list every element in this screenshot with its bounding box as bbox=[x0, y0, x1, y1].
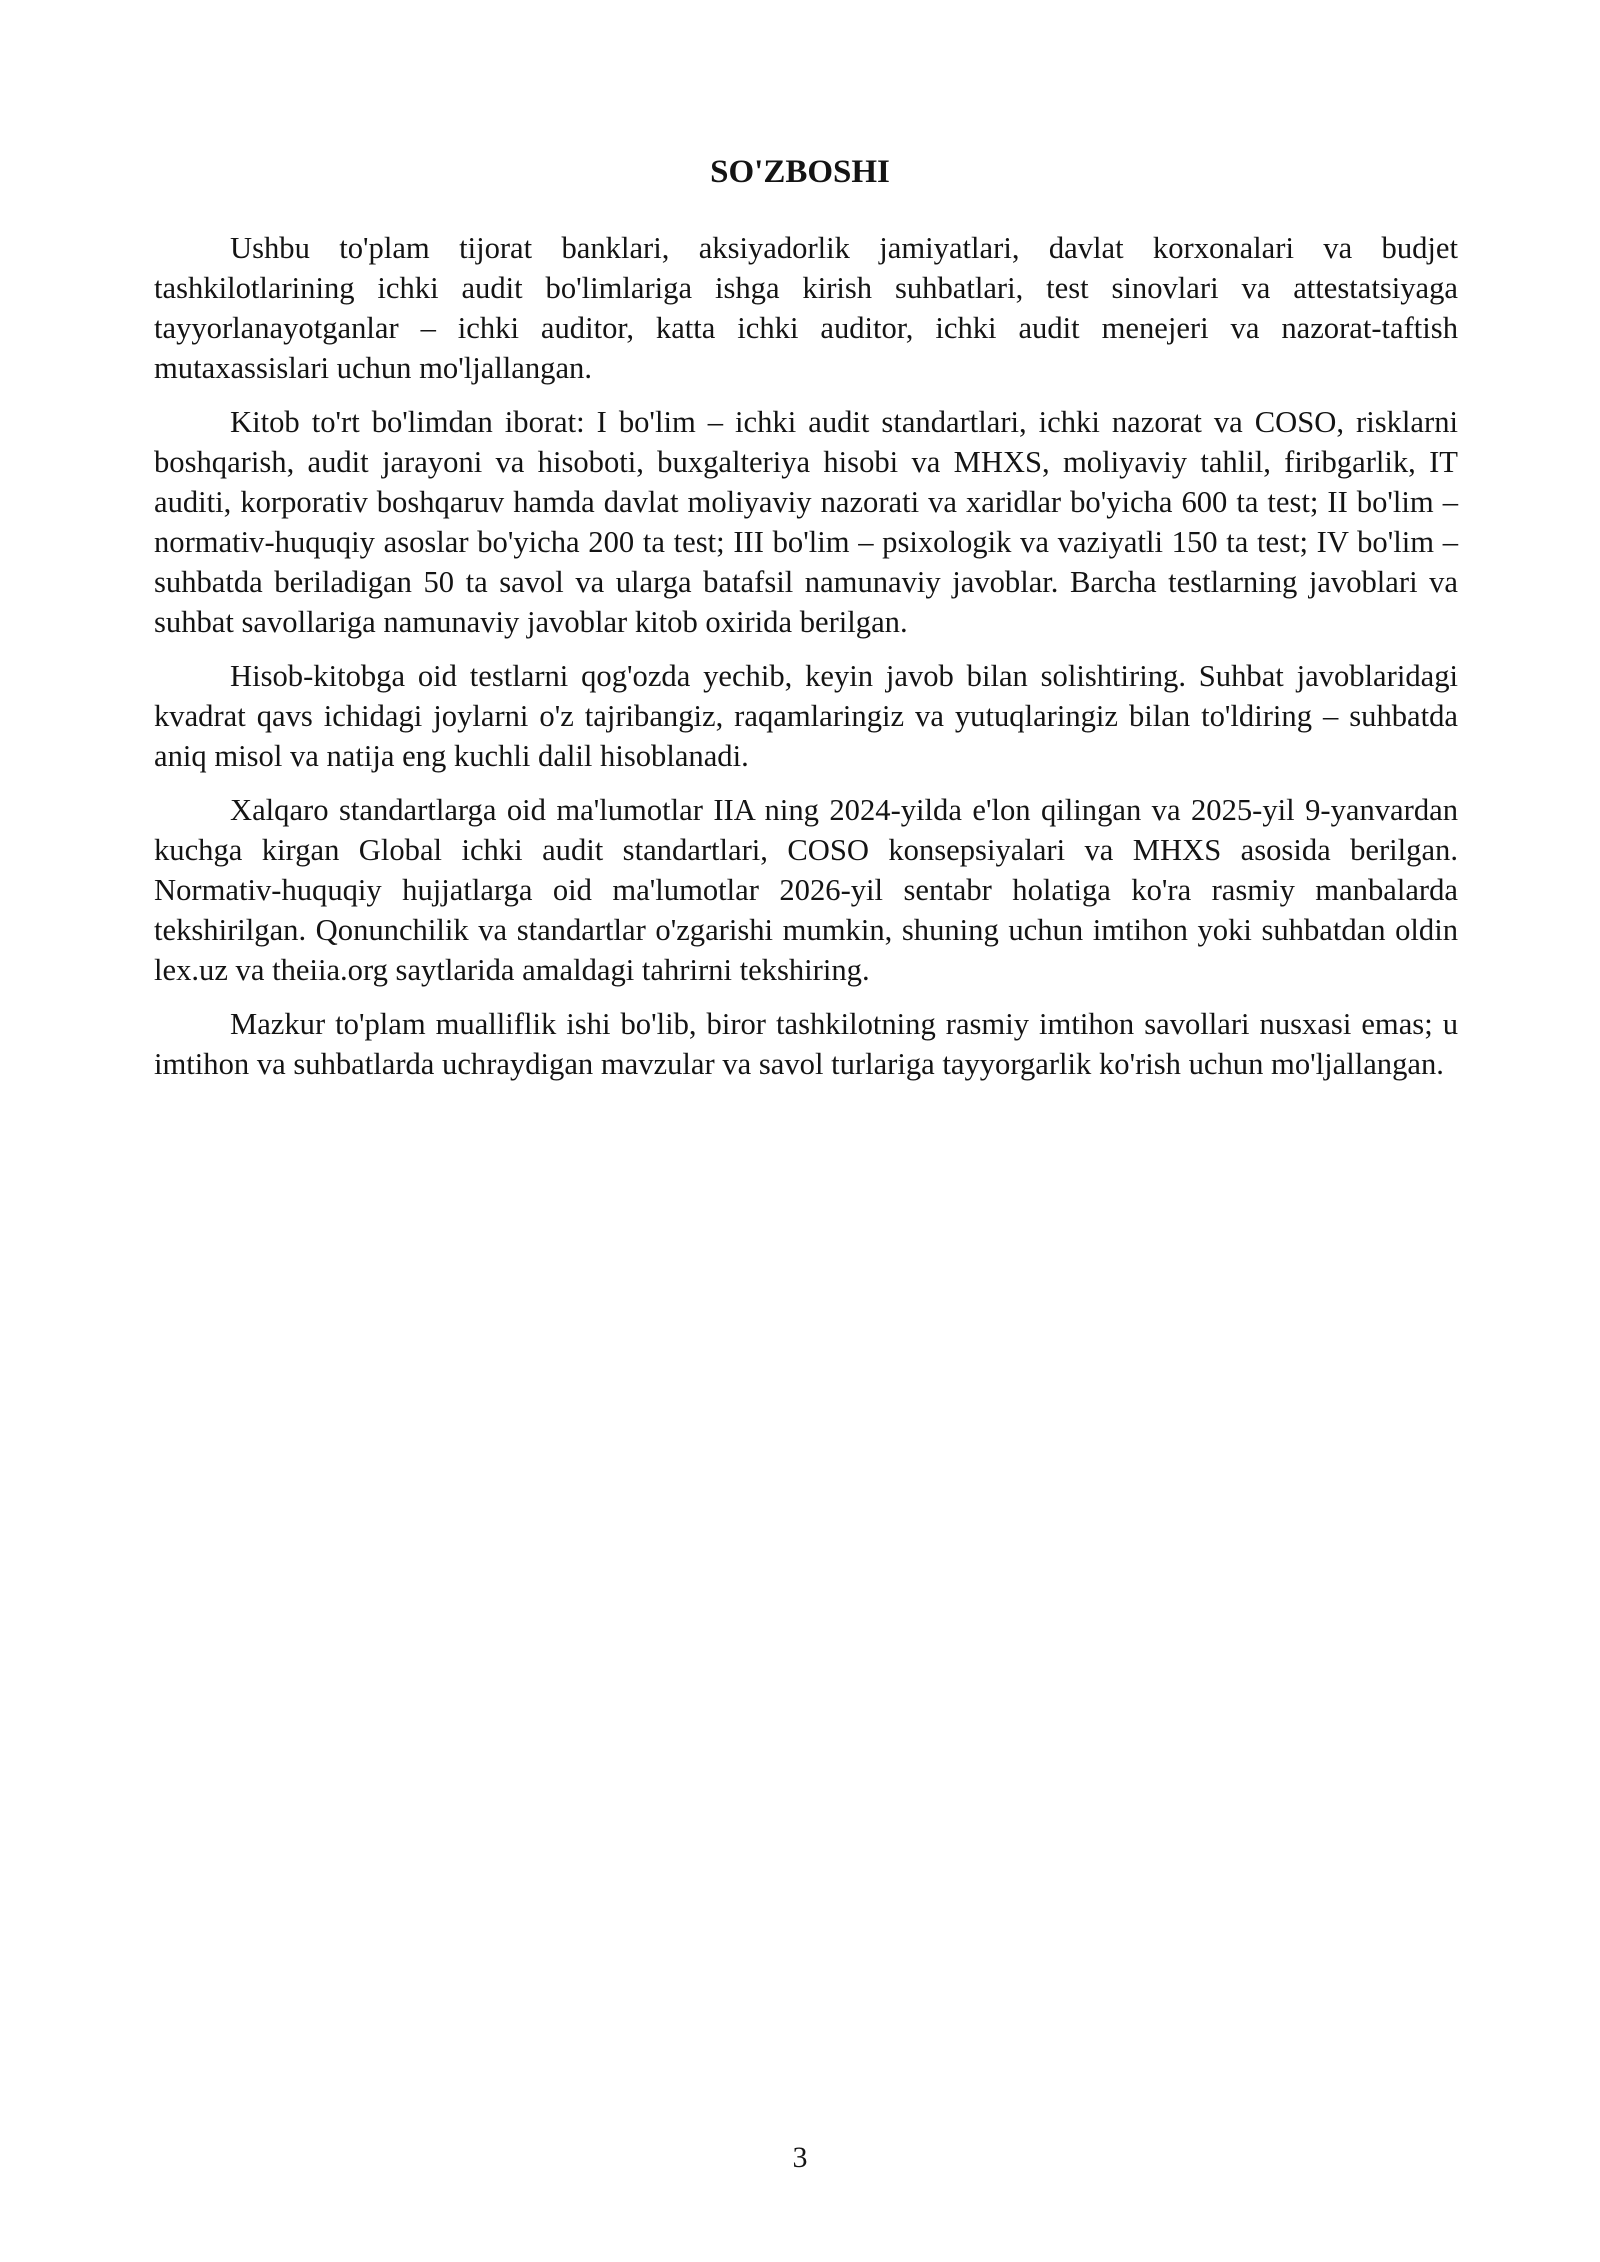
page-title: SO'ZBOSHI bbox=[710, 154, 890, 190]
paragraph-usage-tips: Hisob-kitobga oid testlarni qog'ozda yechib, keyin javob bilan solishtiring. Suhbat javoblaridagi kvadrat qavs ichidagi joylarni o'z tajribangiz, raqamlaringiz va yutuqlaringiz bilan to'ldiring – suhbatda aniq misol va natija eng kuchli dalil hisoblanadi. bbox=[154, 659, 1458, 773]
paragraph-intro: Ushbu to'plam tijorat banklari, aksiyadorlik jamiyatlari, davlat korxonalari va budjet tashkilotlarining ichki audit bo'limlariga ishga kirish suhbatlari, test sinovlari va attestatsiyaga tayyorlanayotganlar – ichki auditor, katta ichki auditor, ichki audit menejeri va nazorat-taftish mutaxassislari uchun mo'ljallangan. bbox=[154, 231, 1458, 385]
preface-body bbox=[154, 228, 1458, 1098]
page-number: 3 bbox=[792, 2141, 808, 2174]
paragraph-structure: Kitob to'rt bo'limdan iborat: I bo'lim – ichki audit standartlari, ichki nazorat va COSO, risklarni boshqarish, audit jarayoni va hisoboti, buxgalteriya hisobi va MHXS, moliyaviy tahlil, firibgarlik, IT auditi, korporativ boshqaruv hamda davlat moliyaviy nazorati va xaridlar bo'yicha 600 ta test; II bo'lim – normativ-huquqiy asoslar bo'yicha 200 ta test; III bo'lim – psixologik va vaziyatli 150 ta test; IV bo'lim – suhbatda beriladigan 50 ta savol va ularga batafsil namunaviy javoblar. Barcha testlarning javoblari va suhbat savollariga namunaviy javoblar kitob oxirida berilgan. bbox=[154, 405, 1458, 639]
paragraph-disclaimer: Mazkur to'plam mualliflik ishi bo'lib, biror tashkilotning rasmiy imtihon savollari nusxasi emas; u imtihon va suhbatlarda uchraydigan mavzular va savol turlariga tayyorgarlik ko'rish uchun mo'ljallangan. bbox=[154, 1007, 1458, 1081]
paragraph-sources: Xalqaro standartlarga oid ma'lumotlar IIA ning 2024-yilda e'lon qilingan va 2025-yil 9-yanvardan kuchga kirgan Global ichki audit standartlari, COSO konsepsiyalari va MHXS asosida berilgan. Normativ-huquqiy hujjatlarga oid ma'lumotlar 2026-yil sentabr holatiga ko'ra rasmiy manbalarda tekshirilgan. Qonunchilik va standartlar o'zgarishi mumkin, shuning uchun imtihon yoki suhbatdan oldin lex.uz va theiia.org saytlarida amaldagi tahrirni tekshiring. bbox=[154, 793, 1458, 987]
